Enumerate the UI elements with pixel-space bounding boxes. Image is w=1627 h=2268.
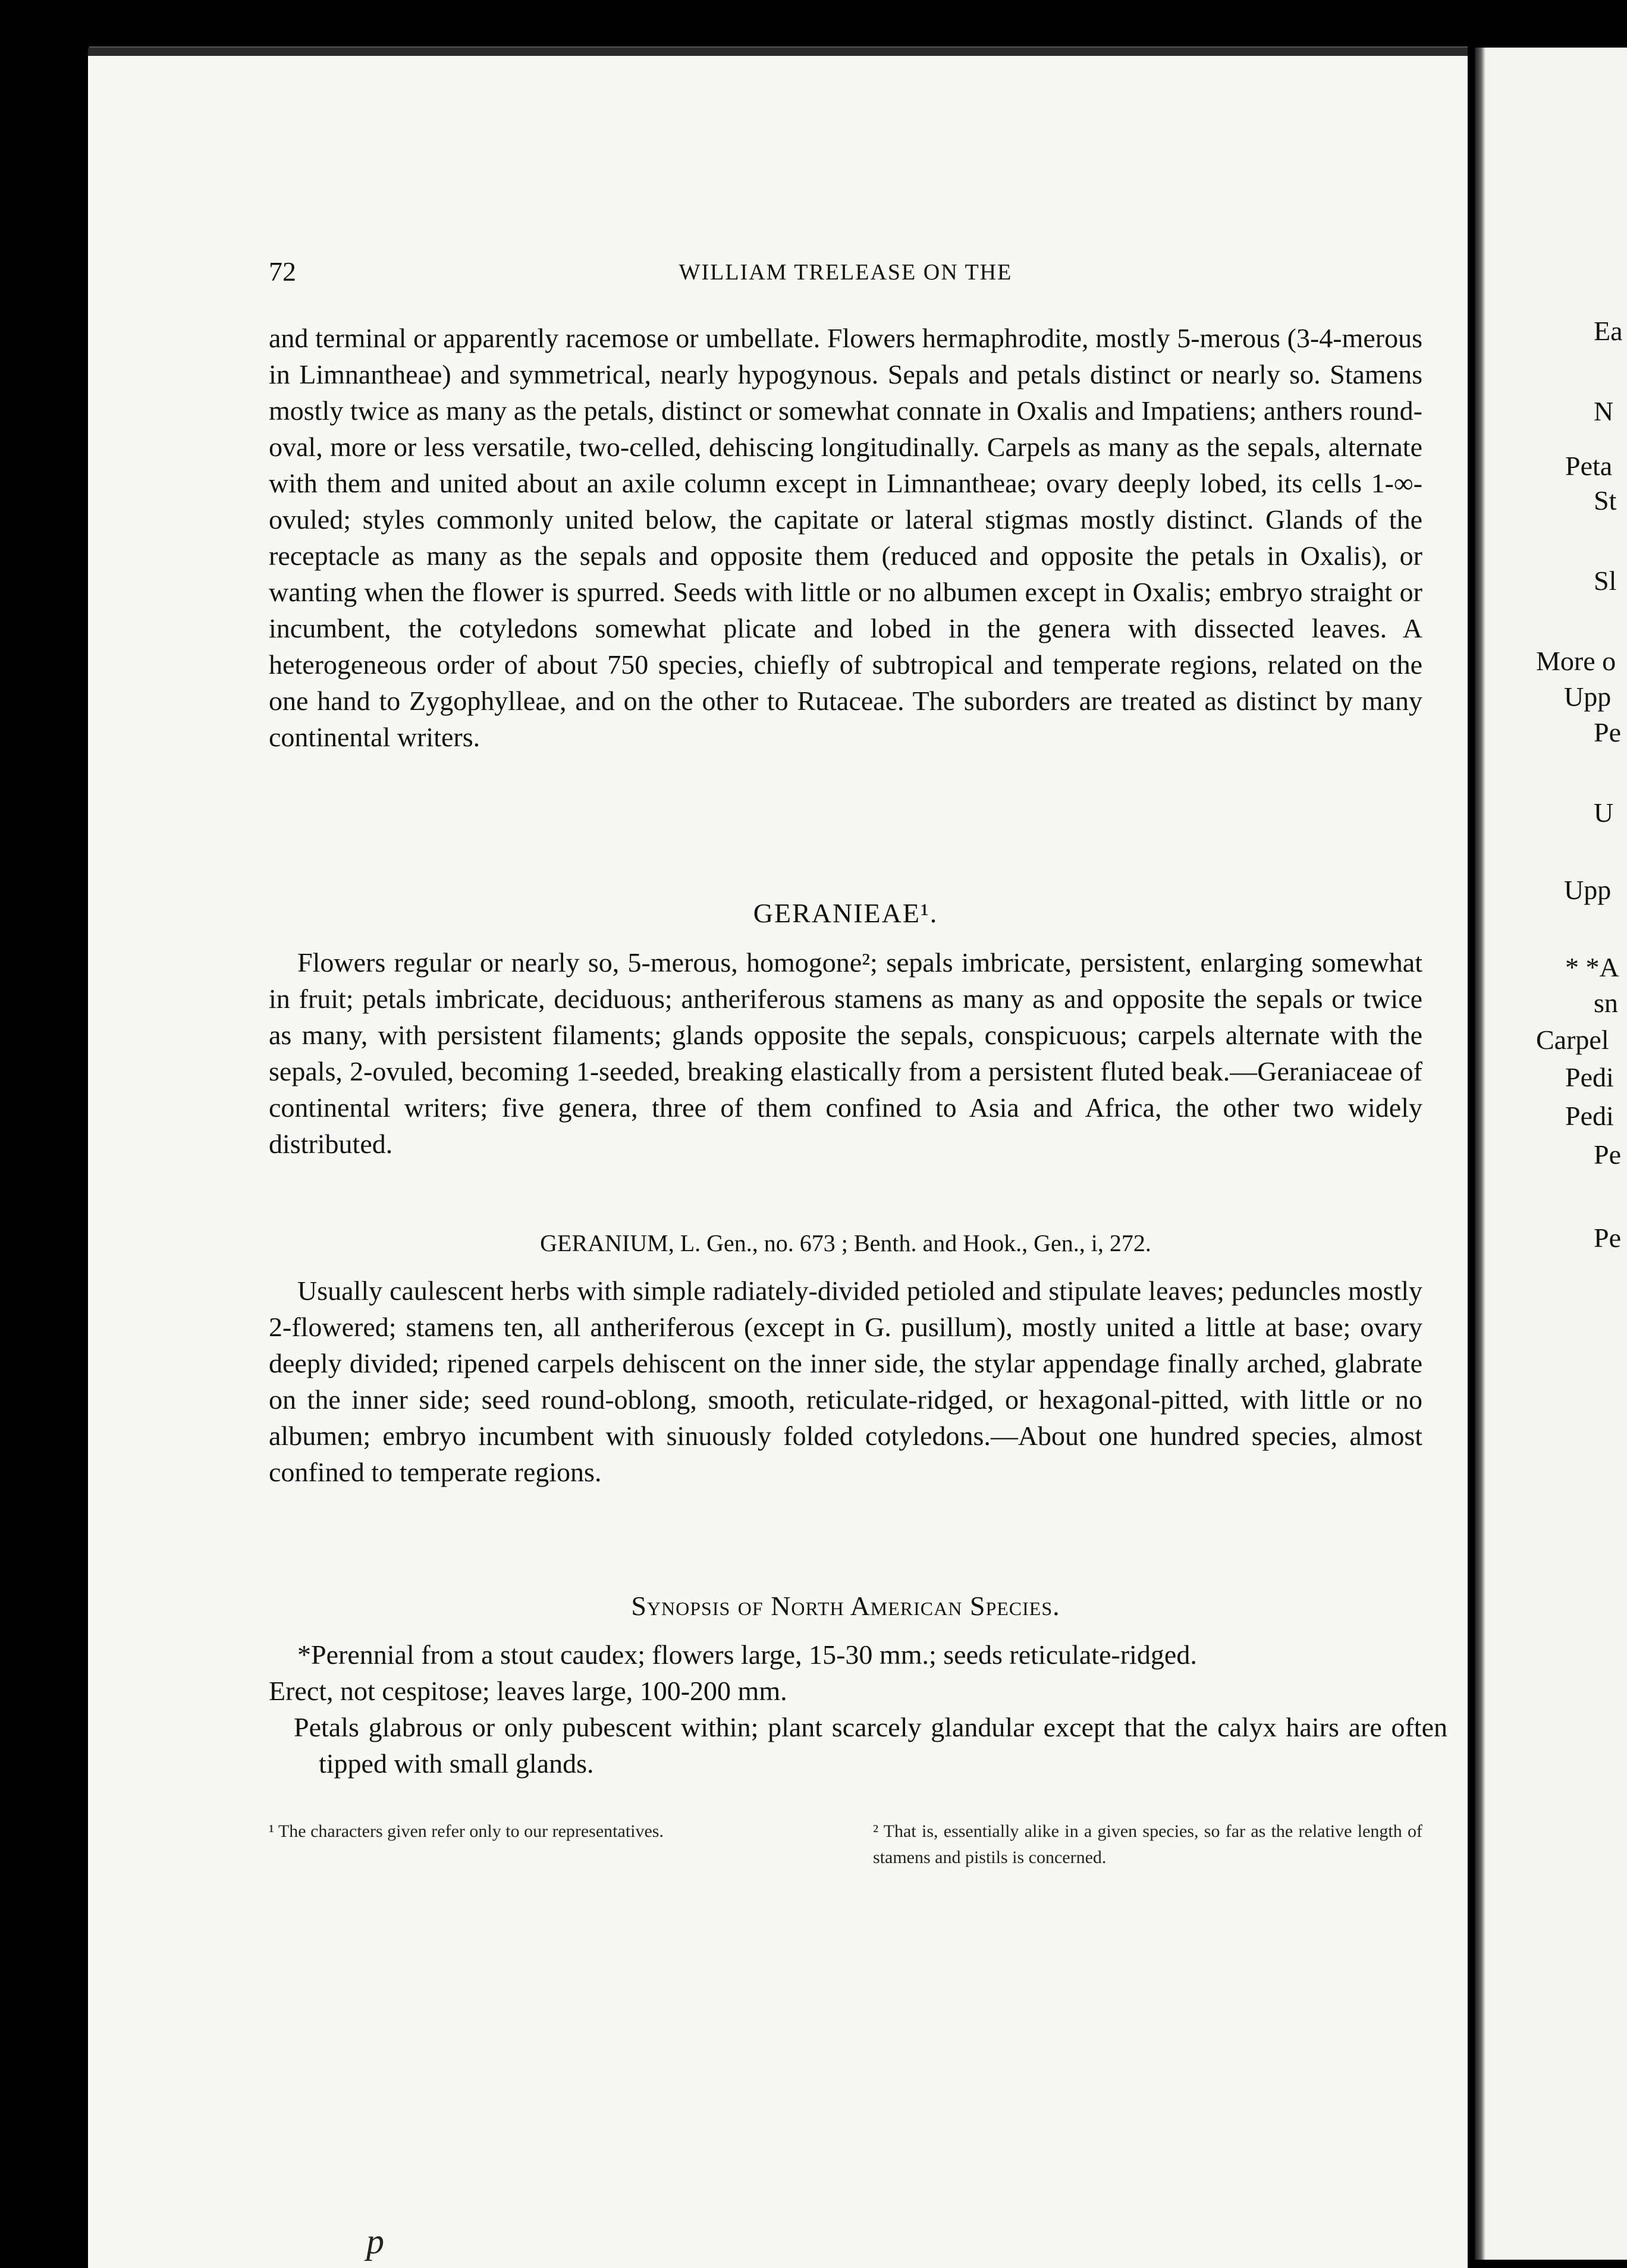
genus-heading: GERANIUM, L. Gen., no. 673 ; Benth. and Hook., Gen., i, 272. <box>540 1230 1151 1256</box>
adjacent-fragment: Pe <box>1594 717 1621 747</box>
adjacent-fragment: Pedi <box>1565 1062 1614 1092</box>
adjacent-fragment: Carpel <box>1536 1025 1609 1055</box>
adjacent-fragment: Pe <box>1594 1139 1621 1170</box>
adjacent-fragment: Upp <box>1564 681 1612 712</box>
adjacent-fragment: Pedi <box>1565 1101 1614 1131</box>
adjacent-fragment: Sl <box>1594 566 1617 596</box>
adjacent-fragment: Upp <box>1564 875 1612 905</box>
adjacent-fragment: N <box>1594 396 1614 426</box>
section-heading: GERANIEAE¹. <box>753 898 938 928</box>
adjacent-fragment: U <box>1594 797 1614 828</box>
adjacent-fragment: Peta <box>1565 451 1613 481</box>
synopsis-line: *Perennial from a stout caudex; flowers large, 15-30 mm.; seeds reticulate-ridged. <box>297 1639 1197 1670</box>
footnote-2: ² That is, essentially alike in a given species, so far as the relative length of stamens and pistils is concerned. <box>873 1821 1422 1867</box>
geranieae-paragraph: Flowers regular or nearly so, 5-merous, homogone²; sepals imbricate, persistent, enlarging somewhat in fruit; petals imbricate, deciduous; antheriferous stamens as many as and opposite the sepals or twice as many, with persistent filaments; glands opposite the sepals, conspicuous; carpels alternate with the sepals, 2-ovuled, becoming 1-seeded, breaking elastically from a persistent fluted beak.—Geraniaceae of continental writers; five genera, three of them confined to Asia and Africa, the other two widely distributed. <box>269 947 1422 1159</box>
synopsis-line: Petals glabrous or only pubescent within; plant scarcely glandular except that the calyx hairs are often tipped with small glands. <box>294 1712 1447 1779</box>
stray-mark: p <box>366 2222 384 2261</box>
adjacent-fragment: More o <box>1536 646 1616 676</box>
page-gutter-shadow <box>1475 48 1485 2260</box>
page-header <box>269 256 1422 291</box>
adjacent-fragment: St <box>1594 485 1617 516</box>
adjacent-fragment: sn <box>1594 988 1618 1018</box>
synopsis-line: Erect, not cespitose; leaves large, 100-200 mm. <box>269 1676 787 1706</box>
footnote-1: ¹ The characters given refer only to our representatives. <box>269 1821 664 1841</box>
adjacent-fragment: Ea <box>1594 316 1623 346</box>
synopsis-heading: Synopsis of North American Species. <box>631 1591 1060 1621</box>
adjacent-fragment: Pe <box>1594 1223 1621 1253</box>
geranium-paragraph: Usually caulescent herbs with simple radiately-divided petioled and stipulate leaves; peduncles mostly 2-flowered; stamens ten, all antheriferous (except in G. pusillum), mostly united a little at base; ovary deeply divided; ripened carpels dehiscent on the inner side, the stylar appendage finally arched, glabrate on the inner side; seed round-oblong, smooth, reticulate-ridged, or hexagonal-pitted, with little or no albumen; embryo incumbent with sinuously folded cotyledons.—About one hundred species, almost confined to temperate regions. <box>269 1276 1422 1487</box>
running-head: WILLIAM TRELEASE ON THE <box>679 260 1013 285</box>
page-number: 72 <box>269 256 296 287</box>
adjacent-fragment: * *A <box>1565 952 1619 982</box>
intro-paragraph: and terminal or apparently racemose or umbellate. Flowers hermaphrodite, mostly 5-merous (3-4-merous in Limnantheae) and symmetrical, nearly hypogynous. Sepals and petals distinct or nearly so. Stamens mostly twice as many as the petals, distinct or somewhat connate in Oxalis and Impatiens; anthers round-oval, more or less versatile, two-celled, dehiscing longitudinally. Carpels as many as the sepals, alternate with them and united about an axile column except in Limnantheae; ovary deeply lobed, its cells 1-∞-ovuled; styles commonly united below, the capitate or lateral stigmas mostly distinct. Glands of the receptacle as many as the sepals and opposite them (reduced and opposite the petals in Oxalis), or wanting when the flower is spurred. Seeds with little or no albumen except in Oxalis; embryo straight or incumbent, the cotyledons somewhat plicate and lobed in the genera with dissected leaves. A heterogeneous order of about 750 species, chiefly of subtropical and temperate regions, related on the one hand to Zygophylleae, and on the other to Rutaceae. The suborders are treated as distinct by many continental writers. <box>269 323 1422 752</box>
